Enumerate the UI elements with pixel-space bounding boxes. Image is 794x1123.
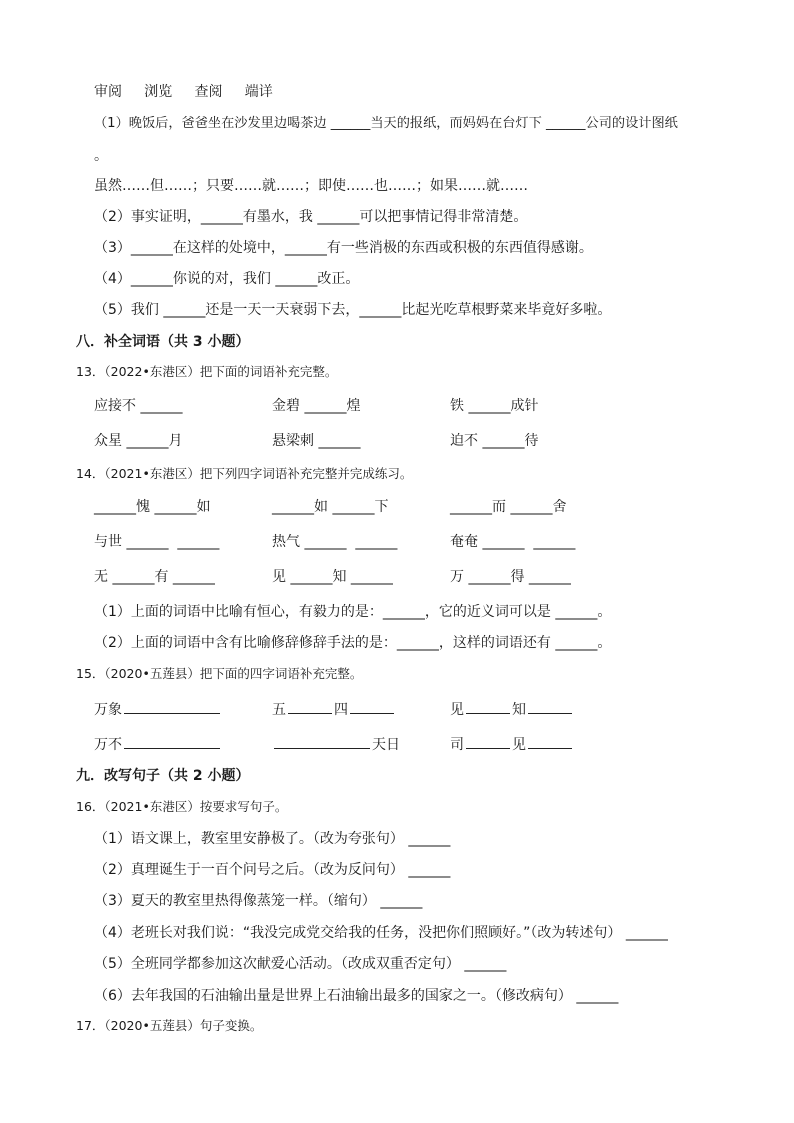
q16-item-1: （1）语文课上，教室里安静极了。（改为夸张句） ______ xyxy=(94,831,451,847)
q14-r3-c1: 无 ______有 ______ xyxy=(94,569,215,585)
q16-item-5: （5）全班同学都参加这次献爱心活动。（改成双重否定句） ______ xyxy=(94,956,507,972)
q16-item-3: （3）夏天的教室里热得像蒸笼一样。（缩句） ______ xyxy=(94,893,423,909)
q16-item-6: （6）去年我国的石油输出量是世界上石油输出最多的国家之一。（修改病句） ______ xyxy=(94,988,619,1004)
q13-r2-c3: 迫不 ______待 xyxy=(450,433,539,449)
question-13-title: 13．（2022•东港区）把下面的词语补充完整。 xyxy=(76,364,338,379)
q15-r2-c2: 天日 xyxy=(272,732,400,755)
q13-r1-c1: 应接不 ______ xyxy=(94,398,183,414)
question-16-title: 16．（2021•东港区）按要求写句子。 xyxy=(76,799,288,814)
question-5: （5）我们 ______还是一天一天衰弱下去，______比起光吃草根野菜来毕竟好多啦。 xyxy=(94,302,612,318)
q16-item-2: （2）真理诞生于一百个问号之后。（改为反问句） ______ xyxy=(94,862,451,878)
question-15-title: 15．（2020•五莲县）把下面的四字词语补充完整。 xyxy=(76,666,363,681)
q15-r1-c2: 五 四 xyxy=(272,697,396,720)
q14-r1-c2: ______如 ______下 xyxy=(272,499,389,515)
q13-r2-c1: 众星 ______月 xyxy=(94,433,183,449)
question-17-title: 17．（2020•五莲县）句子变换。 xyxy=(76,1018,263,1033)
q14-sub-1: （1）上面的词语中比喻有恒心，有毅力的是：______，它的近义词可以是 ______。 xyxy=(94,604,612,620)
q14-r3-c3: 万 ______得 ______ xyxy=(450,569,571,585)
word-bank-conjunctions: 虽然……但……；只要……就……；即使……也……；如果……就…… xyxy=(94,178,528,194)
question-2: （2）事实证明，______有墨水，我 ______可以把事情记得非常清楚。 xyxy=(94,209,528,225)
q13-r1-c3: 铁 ______成针 xyxy=(450,398,539,414)
q13-r2-c2: 悬梁刺 ______ xyxy=(272,433,361,449)
q15-r2-c1: 万不 xyxy=(94,732,222,755)
section-9-heading: 九．改写句子（共 2 小题） xyxy=(76,768,250,784)
q14-r2-c1: 与世 ______ ______ xyxy=(94,534,220,550)
word-bank-verbs: 审阅 浏览 查阅 端详 xyxy=(94,84,273,100)
q16-item-4: （4）老班长对我们说：“我没完成党交给我的任务，没把你们照顾好。”（改为转述句） ______ xyxy=(94,925,668,941)
q15-r1-c1: 万象 xyxy=(94,697,222,720)
q14-sub-2: （2）上面的词语中含有比喻修辞修辞手法的是：______，这样的词语还有 ______。 xyxy=(94,635,612,651)
question-4: （4）______你说的对，我们 ______改正。 xyxy=(94,271,360,287)
q14-r3-c2: 见 ______知 ______ xyxy=(272,569,393,585)
question-1-line-a: （1）晚饭后，爸爸坐在沙发里边喝茶边 ______当天的报纸，而妈妈在台灯下 ______公司的设计图纸 xyxy=(94,116,678,131)
q14-r2-c3: 奄奄 ______ ______ xyxy=(450,534,576,550)
question-1-line-b: 。 xyxy=(94,148,108,164)
section-8-heading: 八．补全词语（共 3 小题） xyxy=(76,334,250,350)
q14-r1-c3: ______而 ______舍 xyxy=(450,499,567,515)
q14-r1-c1: ______愧 ______如 xyxy=(94,499,211,515)
q15-r2-c3: 司 见 xyxy=(450,732,574,755)
q13-r1-c2: 金碧 ______煌 xyxy=(272,398,361,414)
question-3: （3）______在这样的处境中，______有一些消极的东西或积极的东西值得感谢。 xyxy=(94,240,593,256)
question-14-title: 14．（2021•东港区）把下列四字词语补充完整并完成练习。 xyxy=(76,466,413,481)
q15-r1-c3: 见 知 xyxy=(450,697,574,720)
q14-r2-c2: 热气 ______ ______ xyxy=(272,534,398,550)
